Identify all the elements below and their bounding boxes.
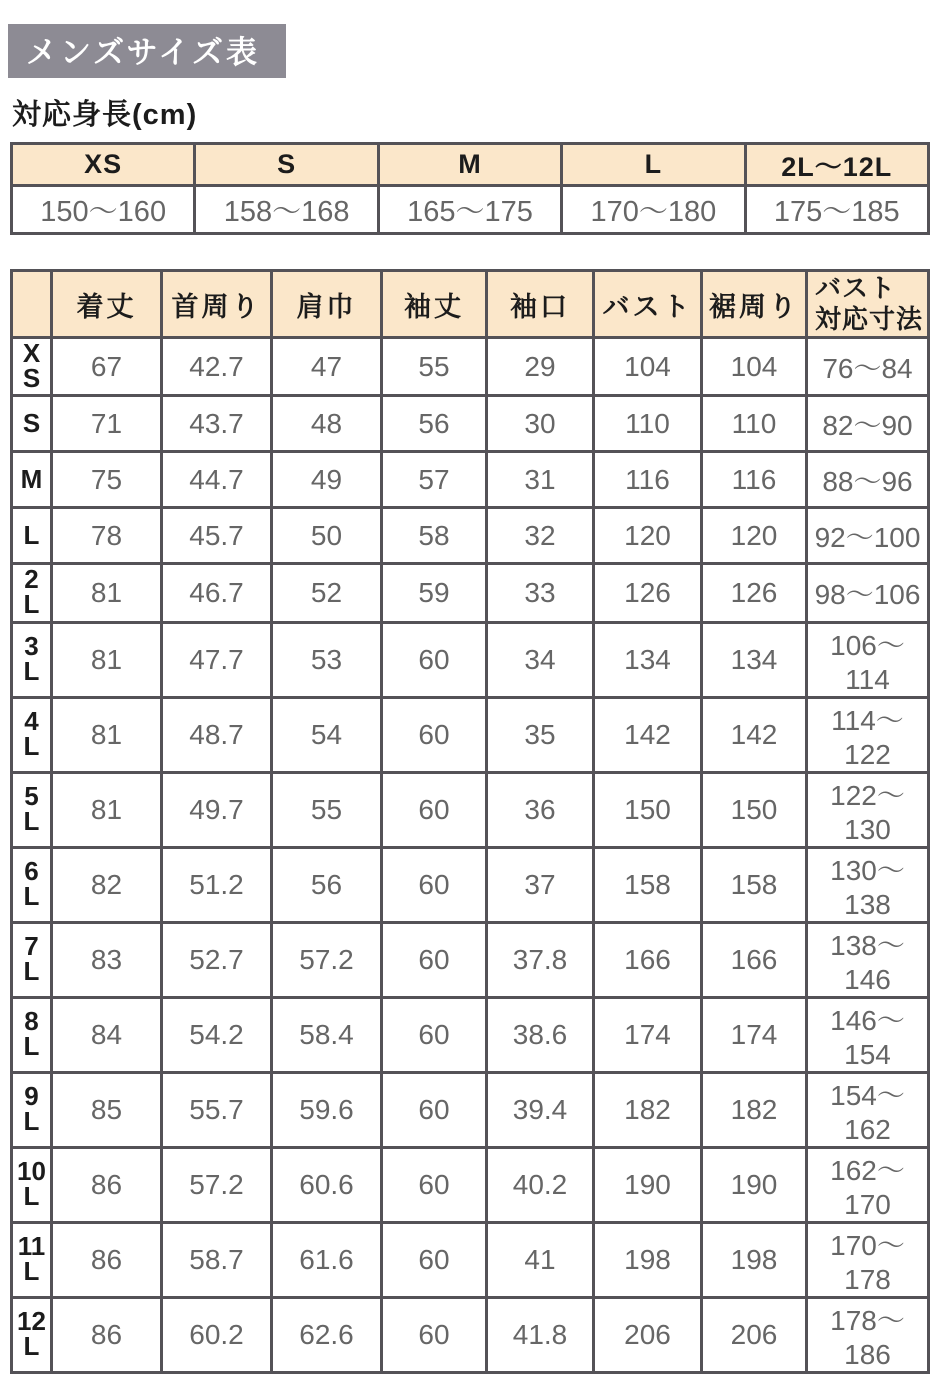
size-value-cell: 104 bbox=[702, 338, 807, 396]
size-col-header: バスト 対応寸法 bbox=[807, 271, 929, 338]
size-row-label: M bbox=[12, 452, 52, 508]
size-value-cell: 60 bbox=[382, 1072, 487, 1147]
page-title: メンズサイズ表 bbox=[8, 24, 286, 78]
size-value-cell: 35 bbox=[487, 697, 594, 772]
size-value-cell: 45.7 bbox=[162, 508, 272, 564]
size-value-cell: 57 bbox=[382, 452, 487, 508]
size-value-cell: 150 bbox=[594, 772, 702, 847]
size-col-header: 肩巾 bbox=[272, 271, 382, 338]
size-value-cell: 82 bbox=[52, 847, 162, 922]
size-row-label: 6 L bbox=[12, 847, 52, 922]
size-value-cell: 54.2 bbox=[162, 997, 272, 1072]
size-value-cell: 32 bbox=[487, 508, 594, 564]
size-table-row bbox=[12, 396, 929, 452]
size-value-cell: 206 bbox=[702, 1297, 807, 1372]
size-value-cell: 104 bbox=[594, 338, 702, 396]
size-value-cell: 150 bbox=[702, 772, 807, 847]
size-value-cell: 182 bbox=[702, 1072, 807, 1147]
size-value-cell: 50 bbox=[272, 508, 382, 564]
size-value-cell: 122～130 bbox=[807, 772, 929, 847]
size-value-cell: 48.7 bbox=[162, 697, 272, 772]
size-value-cell: 120 bbox=[702, 508, 807, 564]
height-value-cell: 175～185 bbox=[745, 186, 928, 234]
size-value-cell: 48 bbox=[272, 396, 382, 452]
size-value-cell: 142 bbox=[702, 697, 807, 772]
size-value-cell: 60 bbox=[382, 847, 487, 922]
size-value-cell: 56 bbox=[382, 396, 487, 452]
size-value-cell: 59.6 bbox=[272, 1072, 382, 1147]
size-value-cell: 52 bbox=[272, 564, 382, 622]
size-value-cell: 110 bbox=[702, 396, 807, 452]
size-table-row bbox=[12, 697, 929, 772]
size-value-cell: 146～154 bbox=[807, 997, 929, 1072]
size-value-cell: 37 bbox=[487, 847, 594, 922]
size-table-row bbox=[12, 1297, 929, 1372]
size-value-cell: 41.8 bbox=[487, 1297, 594, 1372]
size-value-cell: 60 bbox=[382, 697, 487, 772]
size-value-cell: 126 bbox=[594, 564, 702, 622]
size-value-cell: 162～170 bbox=[807, 1147, 929, 1222]
size-value-cell: 82～90 bbox=[807, 396, 929, 452]
size-value-cell: 116 bbox=[702, 452, 807, 508]
size-value-cell: 120 bbox=[594, 508, 702, 564]
size-value-cell: 134 bbox=[594, 622, 702, 697]
height-table-header bbox=[12, 144, 929, 186]
height-value-cell: 150～160 bbox=[12, 186, 195, 234]
size-value-cell: 75 bbox=[52, 452, 162, 508]
size-value-cell: 86 bbox=[52, 1222, 162, 1297]
size-row-label: S bbox=[12, 396, 52, 452]
size-value-cell: 36 bbox=[487, 772, 594, 847]
size-value-cell: 44.7 bbox=[162, 452, 272, 508]
size-table-corner-cell bbox=[12, 271, 52, 338]
size-value-cell: 92～100 bbox=[807, 508, 929, 564]
size-value-cell: 57.2 bbox=[272, 922, 382, 997]
size-value-cell: 31 bbox=[487, 452, 594, 508]
size-col-header: バスト bbox=[594, 271, 702, 338]
size-value-cell: 83 bbox=[52, 922, 162, 997]
size-value-cell: 29 bbox=[487, 338, 594, 396]
size-value-cell: 166 bbox=[702, 922, 807, 997]
size-row-label: 7 L bbox=[12, 922, 52, 997]
size-value-cell: 81 bbox=[52, 772, 162, 847]
size-value-cell: 134 bbox=[702, 622, 807, 697]
size-value-cell: 116 bbox=[594, 452, 702, 508]
size-value-cell: 106～114 bbox=[807, 622, 929, 697]
size-table-row bbox=[12, 1147, 929, 1222]
size-value-cell: 86 bbox=[52, 1147, 162, 1222]
size-table-row bbox=[12, 772, 929, 847]
size-value-cell: 55.7 bbox=[162, 1072, 272, 1147]
height-table bbox=[10, 142, 930, 235]
size-value-cell: 58.7 bbox=[162, 1222, 272, 1297]
size-value-cell: 174 bbox=[702, 997, 807, 1072]
height-table-body bbox=[12, 186, 929, 234]
height-col-header: L bbox=[562, 144, 745, 186]
size-value-cell: 60 bbox=[382, 997, 487, 1072]
size-value-cell: 178～186 bbox=[807, 1297, 929, 1372]
size-value-cell: 37.8 bbox=[487, 922, 594, 997]
size-value-cell: 34 bbox=[487, 622, 594, 697]
size-value-cell: 81 bbox=[52, 564, 162, 622]
size-table-row bbox=[12, 508, 929, 564]
size-value-cell: 85 bbox=[52, 1072, 162, 1147]
size-value-cell: 71 bbox=[52, 396, 162, 452]
size-value-cell: 138～146 bbox=[807, 922, 929, 997]
size-value-cell: 53 bbox=[272, 622, 382, 697]
size-value-cell: 206 bbox=[594, 1297, 702, 1372]
size-value-cell: 49.7 bbox=[162, 772, 272, 847]
size-value-cell: 39.4 bbox=[487, 1072, 594, 1147]
size-value-cell: 86 bbox=[52, 1297, 162, 1372]
size-value-cell: 61.6 bbox=[272, 1222, 382, 1297]
size-table-row bbox=[12, 622, 929, 697]
height-col-header: 2L～12L bbox=[745, 144, 928, 186]
size-table-row bbox=[12, 847, 929, 922]
size-value-cell: 158 bbox=[594, 847, 702, 922]
size-value-cell: 88～96 bbox=[807, 452, 929, 508]
size-value-cell: 30 bbox=[487, 396, 594, 452]
size-value-cell: 46.7 bbox=[162, 564, 272, 622]
size-value-cell: 182 bbox=[594, 1072, 702, 1147]
size-value-cell: 42.7 bbox=[162, 338, 272, 396]
size-table-row bbox=[12, 564, 929, 622]
size-col-header: 袖丈 bbox=[382, 271, 487, 338]
size-value-cell: 57.2 bbox=[162, 1147, 272, 1222]
size-value-cell: 49 bbox=[272, 452, 382, 508]
size-row-label: 8 L bbox=[12, 997, 52, 1072]
size-col-header: 着丈 bbox=[52, 271, 162, 338]
size-value-cell: 55 bbox=[382, 338, 487, 396]
size-value-cell: 54 bbox=[272, 697, 382, 772]
size-value-cell: 58 bbox=[382, 508, 487, 564]
size-col-header: 袖口 bbox=[487, 271, 594, 338]
size-value-cell: 33 bbox=[487, 564, 594, 622]
size-value-cell: 110 bbox=[594, 396, 702, 452]
size-table-row bbox=[12, 338, 929, 396]
size-value-cell: 43.7 bbox=[162, 396, 272, 452]
height-value-cell: 170～180 bbox=[562, 186, 745, 234]
size-value-cell: 62.6 bbox=[272, 1297, 382, 1372]
height-value-cell: 158～168 bbox=[195, 186, 378, 234]
size-row-label: 3 L bbox=[12, 622, 52, 697]
size-value-cell: 60 bbox=[382, 1297, 487, 1372]
size-value-cell: 114～122 bbox=[807, 697, 929, 772]
size-value-cell: 55 bbox=[272, 772, 382, 847]
size-table-row bbox=[12, 997, 929, 1072]
size-table-body bbox=[12, 338, 929, 1373]
size-table bbox=[10, 269, 930, 1374]
size-value-cell: 41 bbox=[487, 1222, 594, 1297]
size-value-cell: 67 bbox=[52, 338, 162, 396]
size-value-cell: 130～138 bbox=[807, 847, 929, 922]
size-value-cell: 98～106 bbox=[807, 564, 929, 622]
size-value-cell: 47 bbox=[272, 338, 382, 396]
size-value-cell: 76～84 bbox=[807, 338, 929, 396]
size-value-cell: 47.7 bbox=[162, 622, 272, 697]
size-table-row bbox=[12, 452, 929, 508]
size-row-label: 5 L bbox=[12, 772, 52, 847]
size-value-cell: 190 bbox=[594, 1147, 702, 1222]
size-table-row bbox=[12, 922, 929, 997]
size-value-cell: 126 bbox=[702, 564, 807, 622]
size-row-label: 12 L bbox=[12, 1297, 52, 1372]
size-value-cell: 60 bbox=[382, 622, 487, 697]
size-value-cell: 56 bbox=[272, 847, 382, 922]
size-value-cell: 38.6 bbox=[487, 997, 594, 1072]
size-row-label: 9 L bbox=[12, 1072, 52, 1147]
size-value-cell: 158 bbox=[702, 847, 807, 922]
size-value-cell: 174 bbox=[594, 997, 702, 1072]
size-value-cell: 81 bbox=[52, 622, 162, 697]
size-value-cell: 60 bbox=[382, 922, 487, 997]
size-value-cell: 198 bbox=[702, 1222, 807, 1297]
height-col-header: M bbox=[378, 144, 561, 186]
size-row-label: 2 L bbox=[12, 564, 52, 622]
size-value-cell: 60 bbox=[382, 1147, 487, 1222]
size-value-cell: 40.2 bbox=[487, 1147, 594, 1222]
size-value-cell: 81 bbox=[52, 697, 162, 772]
size-value-cell: 60 bbox=[382, 1222, 487, 1297]
size-col-header: 首周り bbox=[162, 271, 272, 338]
size-value-cell: 166 bbox=[594, 922, 702, 997]
size-value-cell: 84 bbox=[52, 997, 162, 1072]
height-col-header: XS bbox=[12, 144, 195, 186]
height-table-title: 対応身長(cm) bbox=[12, 99, 198, 131]
size-row-label: 4 L bbox=[12, 697, 52, 772]
size-value-cell: 51.2 bbox=[162, 847, 272, 922]
size-value-cell: 154～162 bbox=[807, 1072, 929, 1147]
size-value-cell: 170～178 bbox=[807, 1222, 929, 1297]
size-table-row bbox=[12, 1222, 929, 1297]
size-value-cell: 60.6 bbox=[272, 1147, 382, 1222]
size-value-cell: 59 bbox=[382, 564, 487, 622]
size-row-label: L bbox=[12, 508, 52, 564]
size-value-cell: 52.7 bbox=[162, 922, 272, 997]
size-value-cell: 60 bbox=[382, 772, 487, 847]
size-table-header bbox=[12, 271, 929, 338]
size-row-label: X S bbox=[12, 338, 52, 396]
size-value-cell: 78 bbox=[52, 508, 162, 564]
size-table-row bbox=[12, 1072, 929, 1147]
size-row-label: 11 L bbox=[12, 1222, 52, 1297]
size-value-cell: 198 bbox=[594, 1222, 702, 1297]
size-row-label: 10 L bbox=[12, 1147, 52, 1222]
size-value-cell: 58.4 bbox=[272, 997, 382, 1072]
size-value-cell: 142 bbox=[594, 697, 702, 772]
size-col-header: 裾周り bbox=[702, 271, 807, 338]
height-value-cell: 165～175 bbox=[378, 186, 561, 234]
height-col-header: S bbox=[195, 144, 378, 186]
size-value-cell: 190 bbox=[702, 1147, 807, 1222]
size-value-cell: 60.2 bbox=[162, 1297, 272, 1372]
